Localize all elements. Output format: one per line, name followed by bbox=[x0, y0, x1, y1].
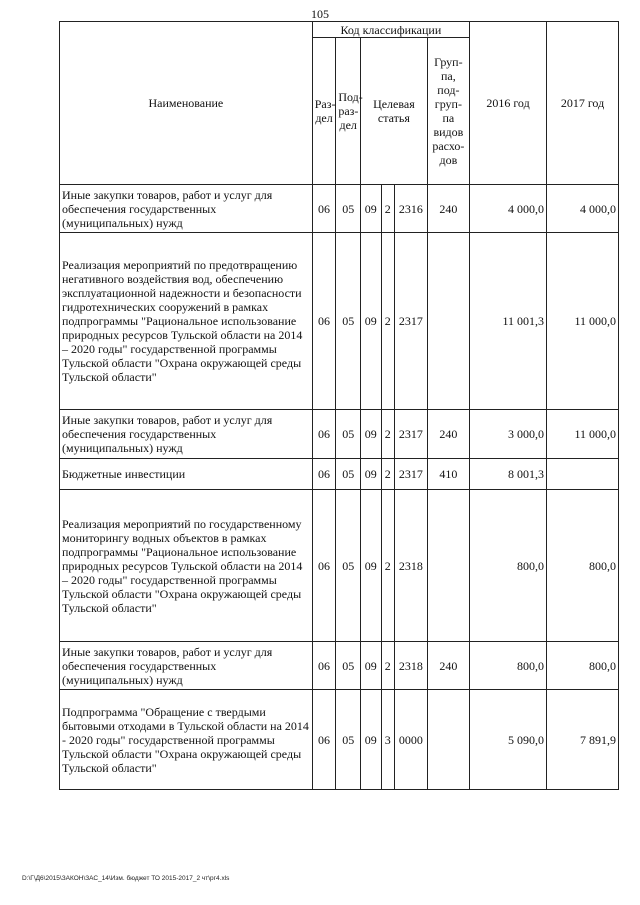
row-target-direction: 0000 bbox=[394, 690, 427, 790]
row-razdel: 06 bbox=[312, 410, 336, 459]
table-row bbox=[60, 410, 619, 459]
row-amount-2016: 5 090,0 bbox=[469, 690, 546, 790]
row-podrazdel: 05 bbox=[336, 459, 361, 490]
row-podrazdel: 05 bbox=[336, 185, 361, 233]
header-razdel: Раз- дел bbox=[312, 38, 336, 185]
row-target-program: 09 bbox=[361, 459, 382, 490]
row-target-program: 09 bbox=[361, 410, 382, 459]
row-podrazdel: 05 bbox=[336, 490, 361, 642]
header-name: Наименование bbox=[60, 22, 313, 185]
page-number: 105 bbox=[311, 7, 329, 21]
row-amount-2017 bbox=[547, 459, 619, 490]
row-expense-group: 410 bbox=[427, 459, 469, 490]
header-year-2016: 2016 год bbox=[469, 22, 546, 185]
row-amount-2016: 3 000,0 bbox=[469, 410, 546, 459]
table-row bbox=[60, 233, 619, 410]
row-podrazdel: 05 bbox=[336, 690, 361, 790]
row-target-direction: 2317 bbox=[394, 233, 427, 410]
row-target-program: 09 bbox=[361, 185, 382, 233]
row-expense-group: 240 bbox=[427, 410, 469, 459]
row-expense-group bbox=[427, 490, 469, 642]
row-podrazdel: 05 bbox=[336, 410, 361, 459]
row-amount-2017: 11 000,0 bbox=[547, 233, 619, 410]
row-target-subprogram: 2 bbox=[381, 459, 394, 490]
row-amount-2017: 800,0 bbox=[547, 490, 619, 642]
table-row bbox=[60, 459, 619, 490]
row-amount-2017: 4 000,0 bbox=[547, 185, 619, 233]
row-target-subprogram: 2 bbox=[381, 185, 394, 233]
row-amount-2017: 11 000,0 bbox=[547, 410, 619, 459]
header-podrazdel: Под- раз- дел bbox=[336, 38, 361, 185]
row-target-subprogram: 2 bbox=[381, 233, 394, 410]
row-amount-2016: 4 000,0 bbox=[469, 185, 546, 233]
row-target-subprogram: 2 bbox=[381, 490, 394, 642]
header-target: Целевая статья bbox=[361, 38, 428, 185]
table-row bbox=[60, 642, 619, 690]
row-target-direction: 2317 bbox=[394, 459, 427, 490]
row-amount-2017: 800,0 bbox=[547, 642, 619, 690]
row-name: Иные закупки товаров, работ и услуг для обеспечения государственных (муниципальных) нужд bbox=[60, 642, 313, 690]
row-name: Иные закупки товаров, работ и услуг для обеспечения государственных (муниципальных) нужд bbox=[60, 185, 313, 233]
row-razdel: 06 bbox=[312, 185, 336, 233]
row-podrazdel: 05 bbox=[336, 233, 361, 410]
row-target-subprogram: 3 bbox=[381, 690, 394, 790]
table-row bbox=[60, 185, 619, 233]
row-razdel: 06 bbox=[312, 459, 336, 490]
row-razdel: 06 bbox=[312, 233, 336, 410]
row-amount-2017: 7 891,9 bbox=[547, 690, 619, 790]
row-amount-2016: 800,0 bbox=[469, 490, 546, 642]
row-name: Иные закупки товаров, работ и услуг для обеспечения государственных (муниципальных) нужд bbox=[60, 410, 313, 459]
row-name: Бюджетные инвестиции bbox=[60, 459, 313, 490]
row-target-program: 09 bbox=[361, 490, 382, 642]
header-year-2017: 2017 год bbox=[547, 22, 619, 185]
row-target-direction: 2318 bbox=[394, 490, 427, 642]
table-row bbox=[60, 690, 619, 790]
row-target-direction: 2318 bbox=[394, 642, 427, 690]
row-target-program: 09 bbox=[361, 233, 382, 410]
row-target-subprogram: 2 bbox=[381, 642, 394, 690]
row-target-program: 09 bbox=[361, 642, 382, 690]
row-podrazdel: 05 bbox=[336, 642, 361, 690]
row-amount-2016: 11 001,3 bbox=[469, 233, 546, 410]
row-expense-group: 240 bbox=[427, 185, 469, 233]
table-row bbox=[60, 490, 619, 642]
header-group: Груп- па, под- груп- па видов расхо- дов bbox=[427, 38, 469, 185]
row-razdel: 06 bbox=[312, 690, 336, 790]
row-amount-2016: 800,0 bbox=[469, 642, 546, 690]
row-expense-group bbox=[427, 690, 469, 790]
budget-table bbox=[59, 21, 619, 790]
row-name: Реализация мероприятий по государственному мониторингу водных объектов в рамках подпрограммы "Рациональное использование природных ресурсов Тульской области на 2014 – 2020 годы" государственной программы Тульской области "Охрана окружающей среды Тульской области" bbox=[60, 490, 313, 642]
row-razdel: 06 bbox=[312, 490, 336, 642]
row-target-program: 09 bbox=[361, 690, 382, 790]
row-expense-group: 240 bbox=[427, 642, 469, 690]
row-name: Подпрограмма "Обращение с твердыми бытовыми отходами в Тульской области на 2014 - 2020 годы" государственной программы Тульской области "Охрана окружающей среды Тульской области" bbox=[60, 690, 313, 790]
footer-file-path: D:\Г\Д6\2015\ЗАКОН\ЗАС_14\Изм. бюджет ТО 2015-2017_2 чт\рг4.xls bbox=[22, 875, 230, 882]
row-target-direction: 2316 bbox=[394, 185, 427, 233]
row-amount-2016: 8 001,3 bbox=[469, 459, 546, 490]
row-target-subprogram: 2 bbox=[381, 410, 394, 459]
row-name: Реализация мероприятий по предотвращению негативного воздействия вод, обеспечению эксплуатационной надежности и безопасности гидротехнических сооружений в рамках подпрограммы "Рациональное использование природных ресурсов Тульской области на 2014 – 2020 годы" государственной программы Тульской области "Охрана окружающей среды Тульской области" bbox=[60, 233, 313, 410]
row-target-direction: 2317 bbox=[394, 410, 427, 459]
row-razdel: 06 bbox=[312, 642, 336, 690]
header-code: Код классификации bbox=[312, 22, 469, 38]
row-expense-group bbox=[427, 233, 469, 410]
